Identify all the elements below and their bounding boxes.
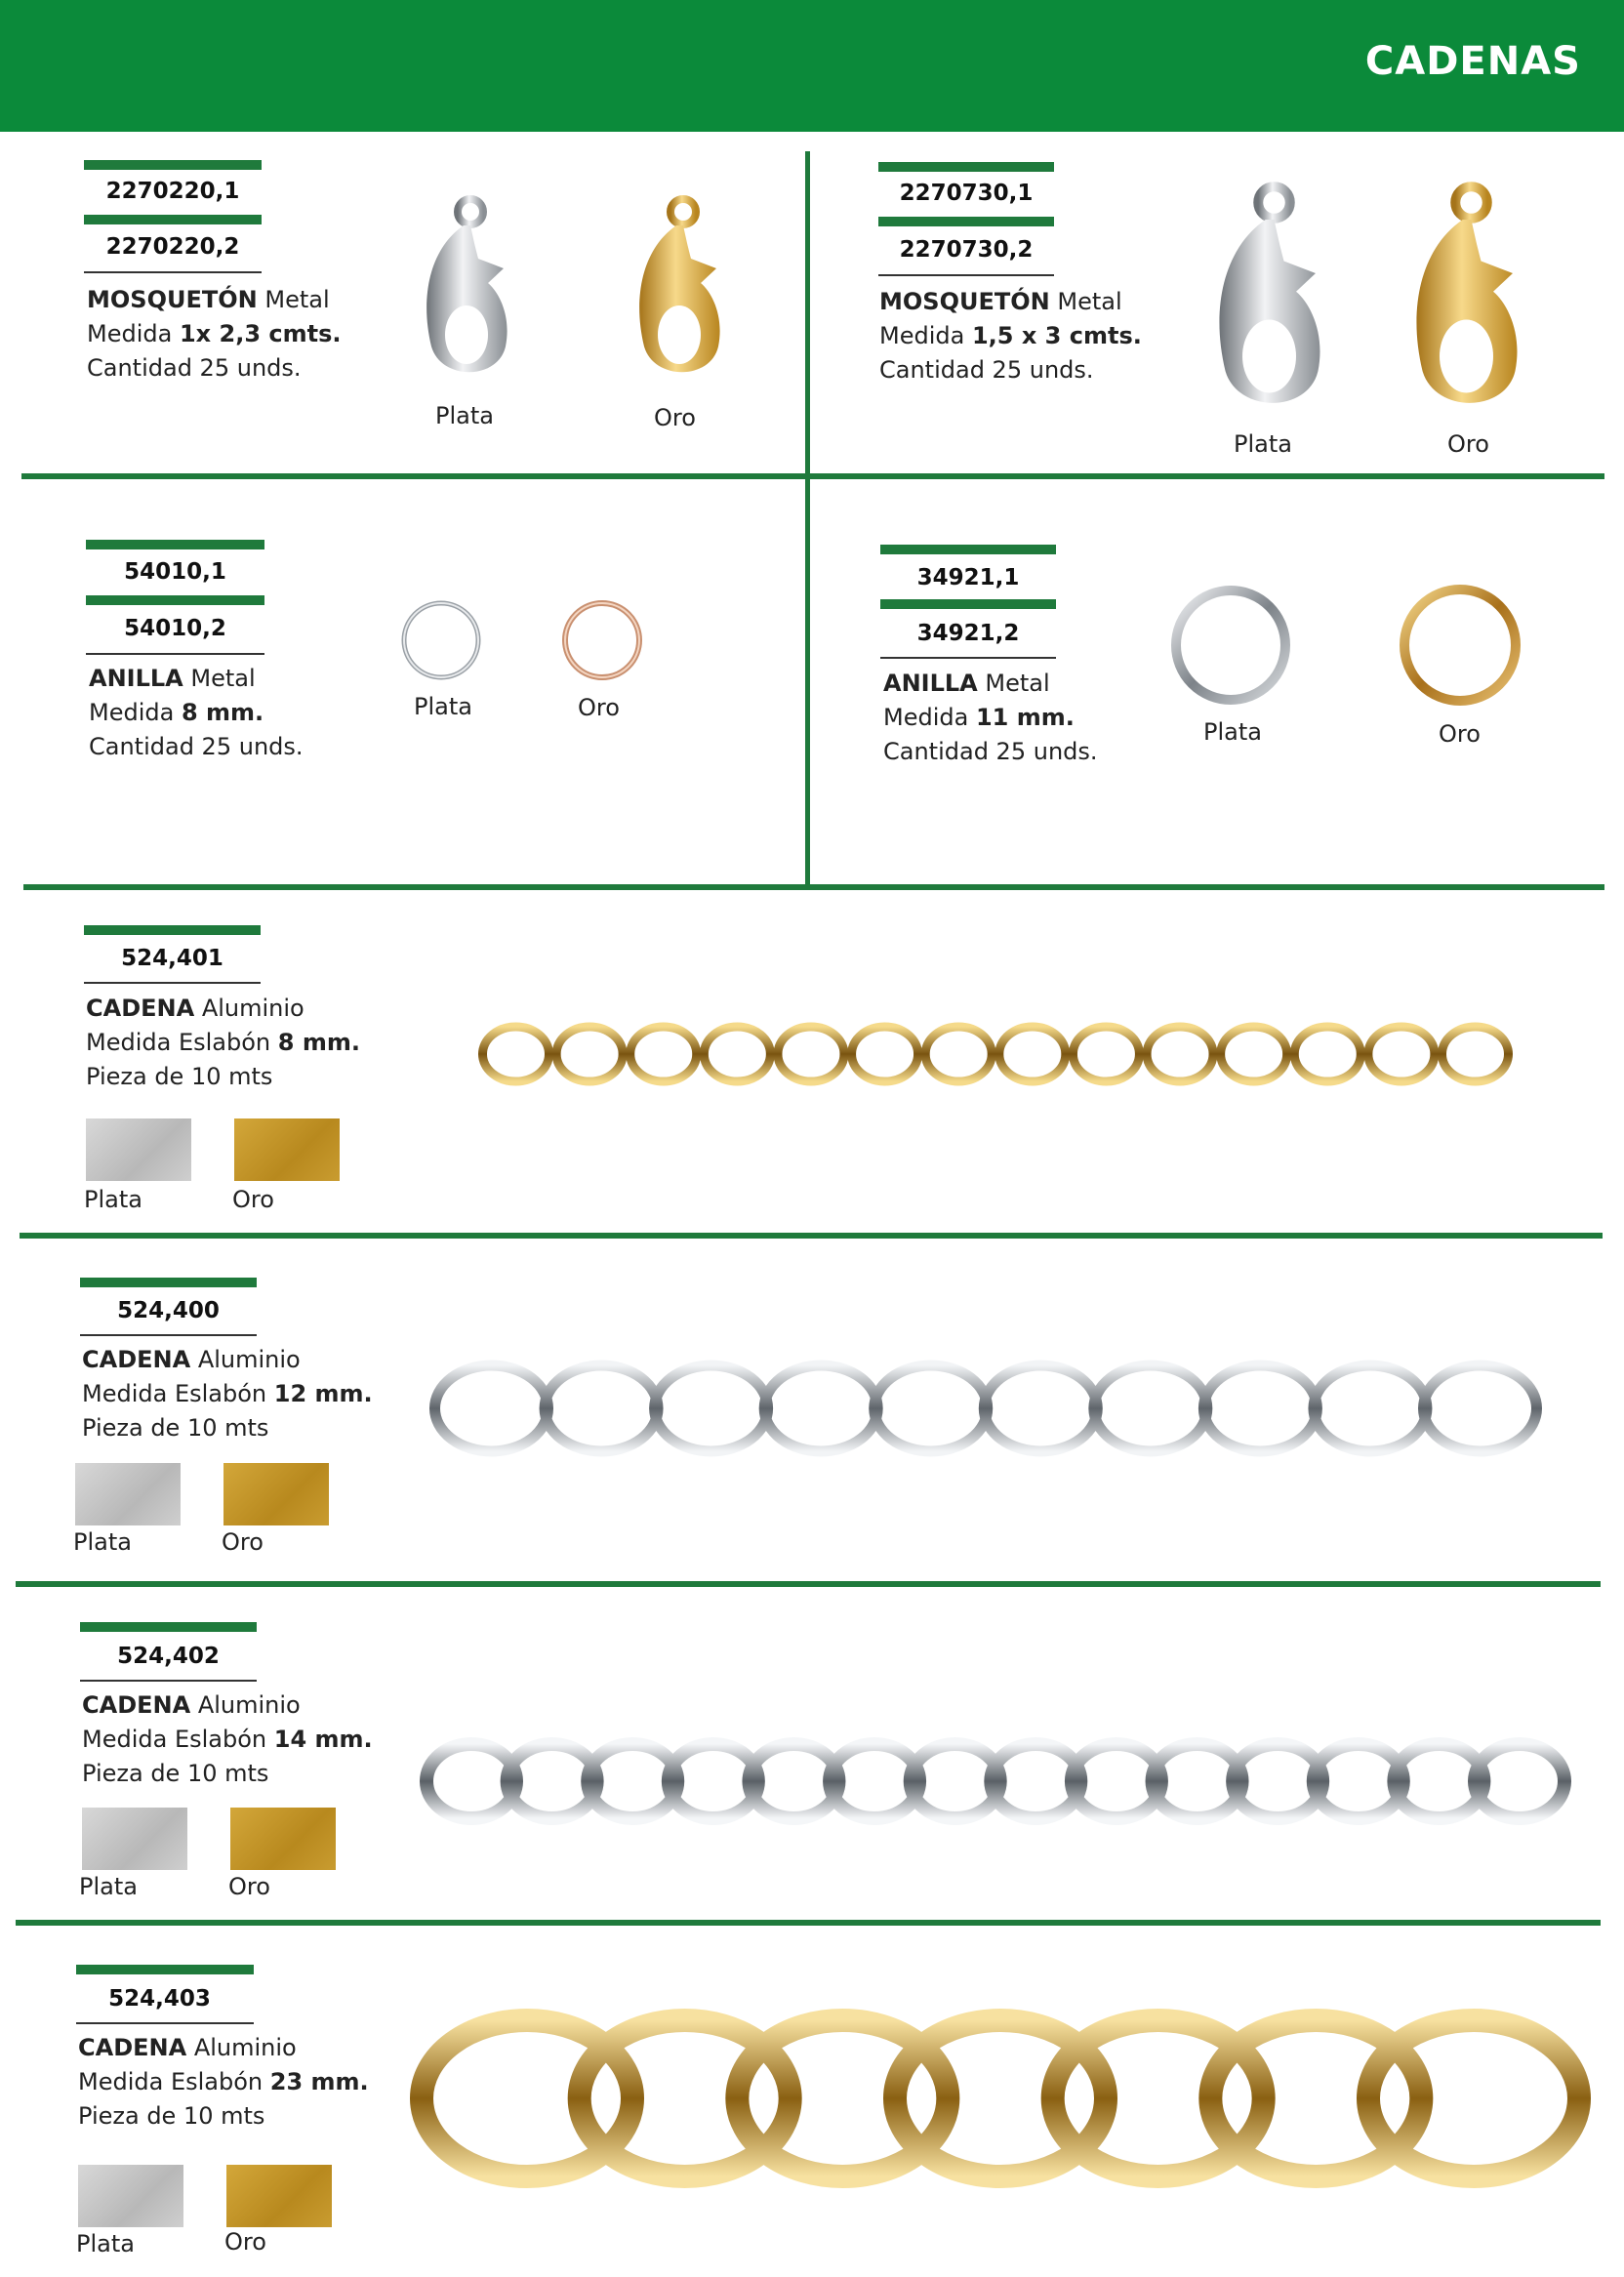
row-divider xyxy=(16,1920,1601,1926)
product-name: CADENA xyxy=(82,1691,191,1719)
product-code: 2270220,1 xyxy=(105,179,240,204)
chain-link xyxy=(1073,1027,1139,1081)
chain-icon xyxy=(478,1015,1513,1093)
size-value: 12 mm. xyxy=(273,1380,373,1407)
chain-link xyxy=(852,1027,918,1081)
product-description xyxy=(879,285,1142,387)
size-prefix: Medida xyxy=(879,322,965,349)
size-prefix: Medida Eslabón xyxy=(82,1380,267,1407)
chain-link xyxy=(1368,2020,1579,2176)
chain-link xyxy=(655,1365,768,1451)
quantity: Cantidad 25 unds. xyxy=(89,733,304,760)
product-code: 34921,2 xyxy=(916,621,1020,646)
silver-swatch xyxy=(75,1463,181,1525)
jump-ring-icon xyxy=(398,597,484,683)
product-code: 2270730,1 xyxy=(899,181,1034,206)
lobster-clasp-icon xyxy=(623,190,740,386)
variant-label: Oro xyxy=(232,1186,274,1213)
quantity: Cantidad 25 unds. xyxy=(879,356,1094,384)
size-prefix: Medida xyxy=(87,320,173,347)
product-name: ANILLA xyxy=(883,670,978,697)
product-description xyxy=(883,667,1098,769)
variant-label: Plata xyxy=(435,402,494,429)
code-bar xyxy=(84,925,261,935)
variant-label: Oro xyxy=(578,694,620,721)
silver-swatch xyxy=(78,2165,183,2227)
quantity: Pieza de 10 mts xyxy=(82,1760,269,1787)
variant-label: Plata xyxy=(79,1873,138,1900)
product-material: Metal xyxy=(190,665,256,692)
variant-label: Plata xyxy=(84,1186,142,1213)
product-name: CADENA xyxy=(86,995,195,1022)
code-bar xyxy=(86,540,264,549)
product-code: 524,400 xyxy=(117,1298,220,1323)
product-material: Aluminio xyxy=(201,995,304,1022)
size-value: 14 mm. xyxy=(273,1726,373,1753)
quantity: Pieza de 10 mts xyxy=(86,1063,273,1090)
code-bar xyxy=(84,160,262,170)
variant-label: Plata xyxy=(414,693,472,720)
variant-label: Oro xyxy=(222,1528,264,1556)
code-bar xyxy=(86,595,264,605)
product-description xyxy=(86,992,360,1094)
chain-icon xyxy=(429,1355,1542,1462)
product-code: 524,403 xyxy=(108,1986,211,2012)
code-underline xyxy=(880,657,1056,659)
quantity: Cantidad 25 unds. xyxy=(883,738,1098,765)
product-name: MOSQUETÓN xyxy=(879,288,1050,315)
variant-label: Plata xyxy=(73,1528,132,1556)
chain-link xyxy=(556,1027,623,1081)
size-prefix: Medida Eslabón xyxy=(86,1029,271,1056)
product-name: CADENA xyxy=(78,2034,187,2061)
row-divider xyxy=(23,884,1604,890)
page-header xyxy=(0,0,1624,132)
chain-link xyxy=(874,1365,988,1451)
code-underline xyxy=(878,274,1054,276)
chain-link xyxy=(1294,1027,1360,1081)
variant-label: Oro xyxy=(228,1873,270,1900)
jump-ring-icon xyxy=(1395,580,1525,711)
chain-link xyxy=(1094,1365,1207,1451)
chain-icon xyxy=(410,2001,1591,2196)
page-title: CADENAS xyxy=(1364,39,1581,84)
size-prefix: Medida xyxy=(89,699,175,726)
size-value: 8 mm. xyxy=(181,699,264,726)
code-underline xyxy=(84,271,262,273)
chain-link xyxy=(1203,1365,1317,1451)
code-underline xyxy=(76,2022,254,2024)
jump-ring-icon xyxy=(559,597,645,683)
row-divider xyxy=(20,1233,1603,1239)
lobster-clasp-icon xyxy=(1198,176,1345,420)
chain-link xyxy=(999,1027,1066,1081)
row-divider xyxy=(21,473,1604,479)
product-code: 2270730,2 xyxy=(899,237,1034,263)
code-bar xyxy=(880,599,1056,609)
silver-swatch xyxy=(82,1808,187,1870)
product-description xyxy=(82,1343,373,1445)
variant-label: Oro xyxy=(224,2228,266,2256)
product-code: 524,401 xyxy=(121,946,223,971)
code-bar xyxy=(880,545,1056,554)
chain-link xyxy=(778,1027,844,1081)
product-name: ANILLA xyxy=(89,665,183,692)
column-divider xyxy=(805,151,810,888)
chain-link xyxy=(1368,1027,1435,1081)
size-value: 11 mm. xyxy=(975,704,1075,731)
code-underline xyxy=(84,982,261,984)
product-material: Aluminio xyxy=(193,2034,297,2061)
variant-label: Oro xyxy=(654,404,696,431)
quantity: Pieza de 10 mts xyxy=(82,1414,269,1442)
product-material: Aluminio xyxy=(197,1691,301,1719)
chain-link xyxy=(435,1365,548,1451)
jump-ring-icon xyxy=(1167,582,1294,709)
chain-icon xyxy=(420,1728,1571,1835)
chain-link xyxy=(483,1027,549,1081)
product-material: Metal xyxy=(264,286,330,313)
size-prefix: Medida Eslabón xyxy=(82,1726,267,1753)
product-material: Metal xyxy=(1057,288,1122,315)
code-underline xyxy=(86,653,264,655)
chain-link xyxy=(984,1365,1097,1451)
size-value: 23 mm. xyxy=(269,2068,369,2095)
variant-label: Plata xyxy=(76,2230,135,2257)
gold-swatch xyxy=(230,1808,336,1870)
size-value: 1,5 x 3 cmts. xyxy=(971,322,1142,349)
quantity: Cantidad 25 unds. xyxy=(87,354,302,382)
row-divider xyxy=(16,1581,1601,1587)
product-description xyxy=(78,2031,369,2134)
code-bar xyxy=(84,215,262,224)
gold-swatch xyxy=(223,1463,329,1525)
code-bar xyxy=(80,1622,257,1632)
variant-label: Plata xyxy=(1203,718,1262,746)
product-code: 2270220,2 xyxy=(105,234,240,260)
chain-link xyxy=(1442,1027,1509,1081)
quantity: Pieza de 10 mts xyxy=(78,2102,265,2130)
product-description xyxy=(87,283,341,386)
gold-swatch xyxy=(226,2165,332,2227)
chain-link xyxy=(1221,1027,1287,1081)
product-code: 524,402 xyxy=(117,1644,220,1669)
lobster-clasp-icon xyxy=(1396,176,1542,420)
size-prefix: Medida Eslabón xyxy=(78,2068,264,2095)
product-code: 54010,1 xyxy=(124,559,226,585)
chain-link xyxy=(704,1027,770,1081)
gold-swatch xyxy=(234,1118,340,1181)
variant-label: Oro xyxy=(1439,720,1481,748)
chain-link xyxy=(1314,1365,1427,1451)
size-prefix: Medida xyxy=(883,704,969,731)
chain-link xyxy=(764,1365,877,1451)
variant-label: Plata xyxy=(1234,430,1292,458)
product-code: 54010,2 xyxy=(124,616,226,641)
product-name: MOSQUETÓN xyxy=(87,286,258,313)
code-bar xyxy=(878,162,1054,172)
size-value: 8 mm. xyxy=(277,1029,360,1056)
product-material: Aluminio xyxy=(197,1346,301,1373)
variant-label: Oro xyxy=(1447,430,1489,458)
code-bar xyxy=(76,1965,254,1974)
code-underline xyxy=(80,1680,257,1682)
code-underline xyxy=(80,1334,257,1336)
chain-link xyxy=(925,1027,992,1081)
code-bar xyxy=(80,1278,257,1287)
chain-link xyxy=(545,1365,658,1451)
product-description xyxy=(82,1688,373,1791)
lobster-clasp-icon xyxy=(410,190,527,386)
size-value: 1x 2,3 cmts. xyxy=(179,320,342,347)
product-description xyxy=(89,662,304,764)
product-name: CADENA xyxy=(82,1346,191,1373)
chain-link xyxy=(1147,1027,1213,1081)
code-bar xyxy=(878,217,1054,226)
product-code: 34921,1 xyxy=(916,565,1020,590)
silver-swatch xyxy=(86,1118,191,1181)
chain-link xyxy=(1424,1365,1537,1451)
chain-link xyxy=(630,1027,697,1081)
product-material: Metal xyxy=(985,670,1050,697)
